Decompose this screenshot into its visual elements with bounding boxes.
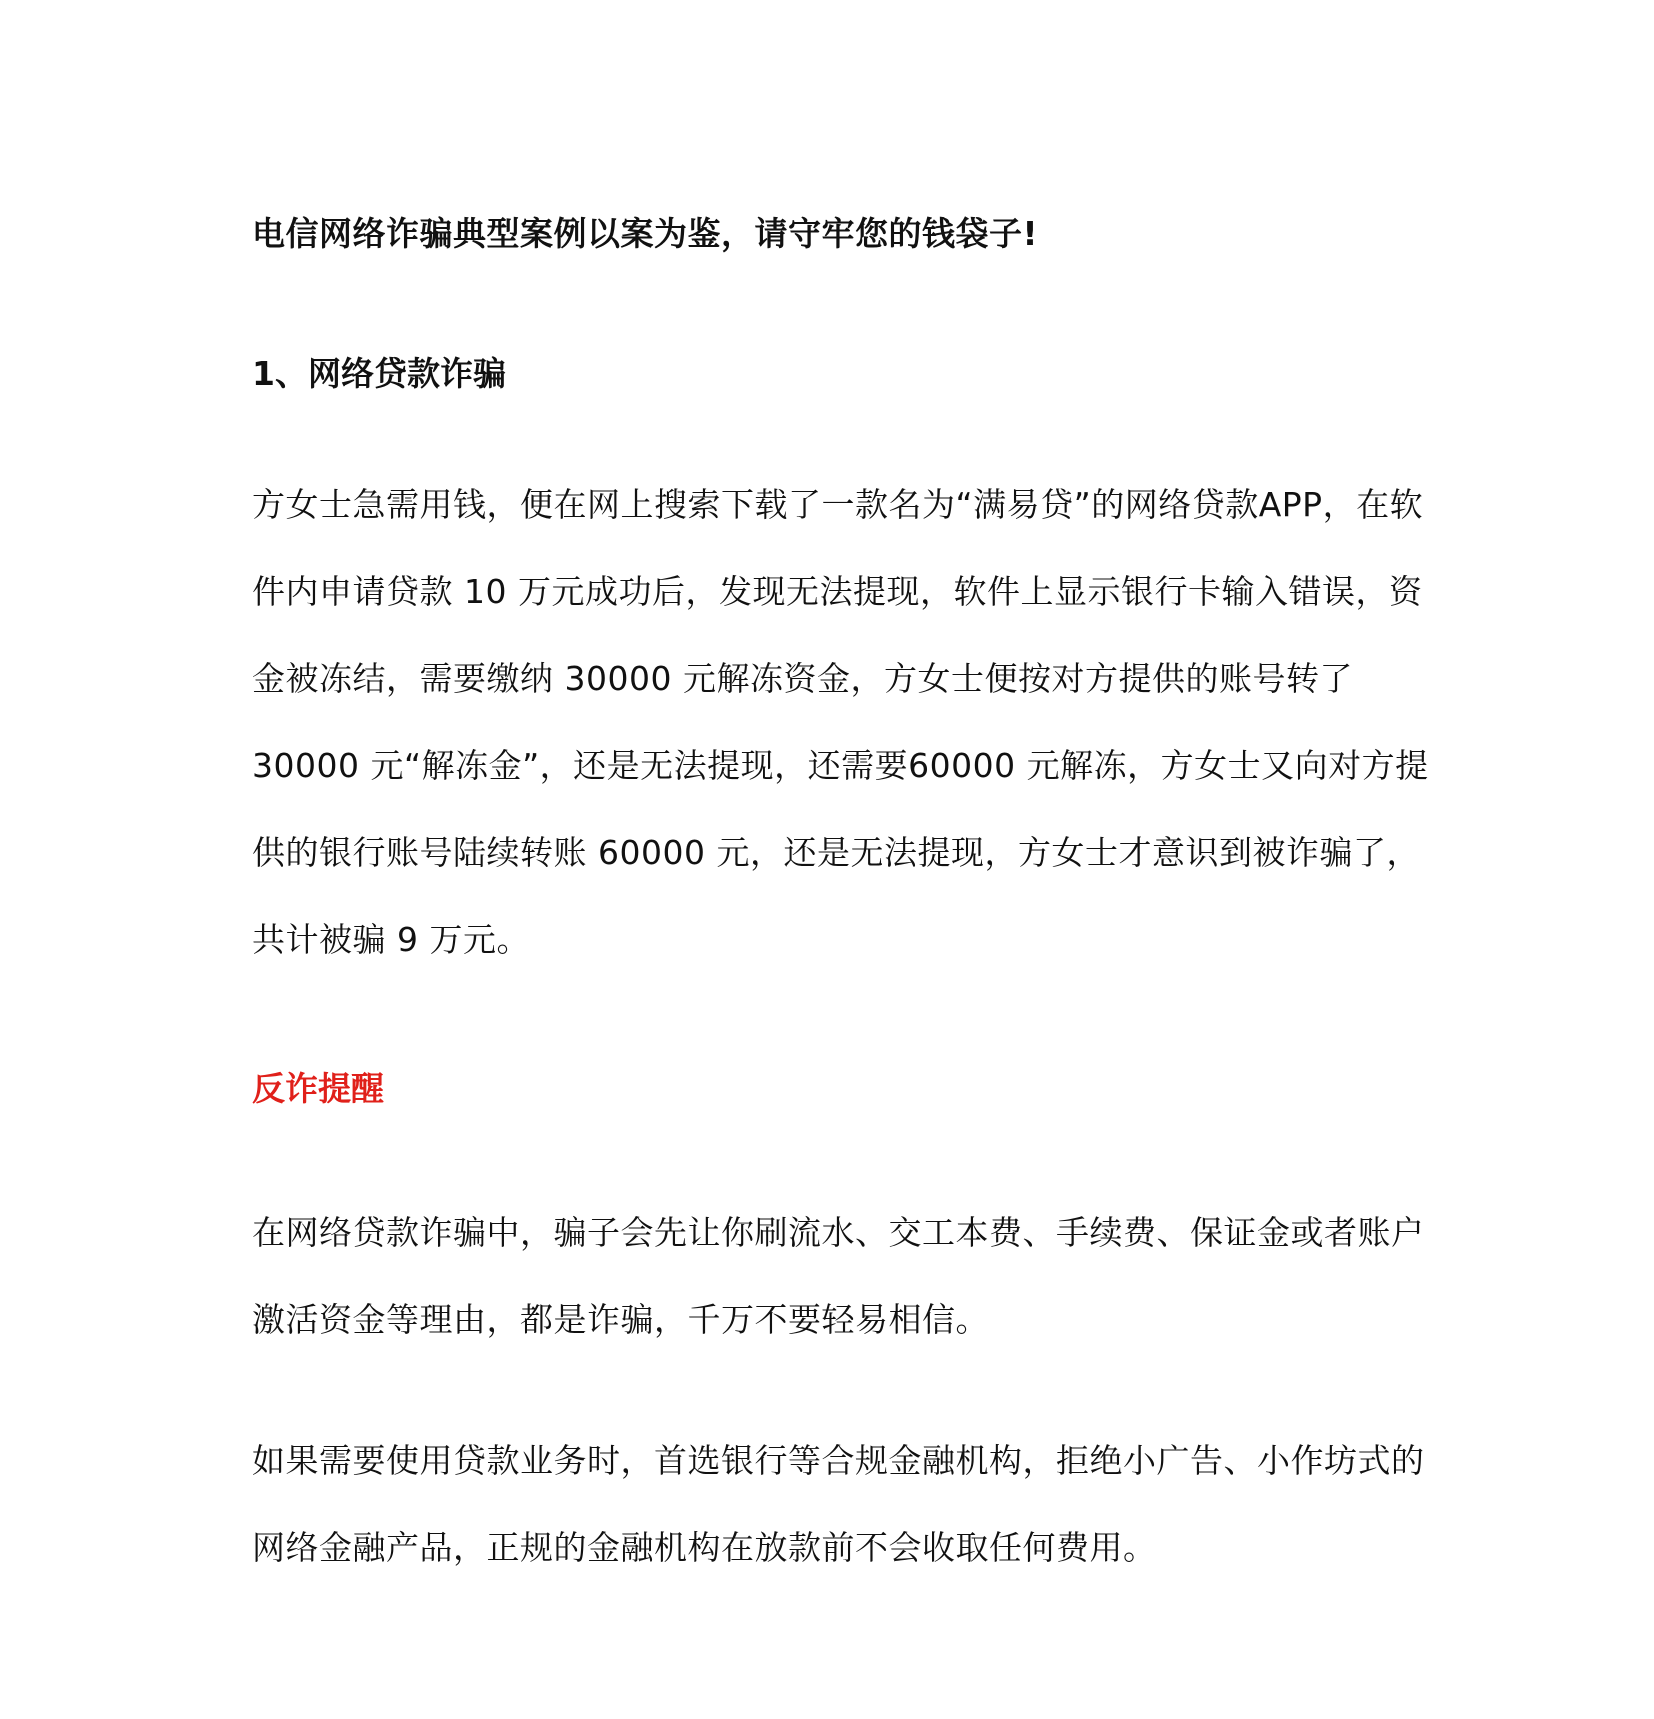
anti-fraud-tip-heading: 反诈提醒 [252, 1069, 384, 1109]
document-body [252, 214, 1432, 1591]
tip-paragraph-2: 如果需要使用贷款业务时，首选银行等合规金融机构，拒绝小广告、小作坊式的网络金融产品，正规的金融机构在放款前不会收取任何费用。 [252, 1440, 1425, 1567]
case-heading: 1、网络贷款诈骗 [252, 353, 506, 393]
case-paragraph: 方女士急需用钱，便在网上搜索下载了一款名为“满易贷”的网络贷款APP，在软件内申请贷款 10 万元成功后，发现无法提现，软件上显示银行卡输入错误，资金被冻结，需要缴纳 30000 元解冻资金，方女士便按对方提供的账号转了 30000 元“解冻金”，还是无法提现，还需要60000 元解冻，方女士又向对方提供的银行账号陆续转账 60000 元，还是无法提现，方女士才意识到被诈骗了，共计被骗 9 万元。 [252, 485, 1429, 960]
tip-paragraph-1: 在网络贷款诈骗中，骗子会先让你刷流水、交工本费、手续费、保证金或者账户激活资金等理由，都是诈骗，千万不要轻易相信。 [252, 1212, 1425, 1339]
page-title: 电信网络诈骗典型案例以案为鉴，请守牢您的钱袋子! [252, 214, 1039, 253]
